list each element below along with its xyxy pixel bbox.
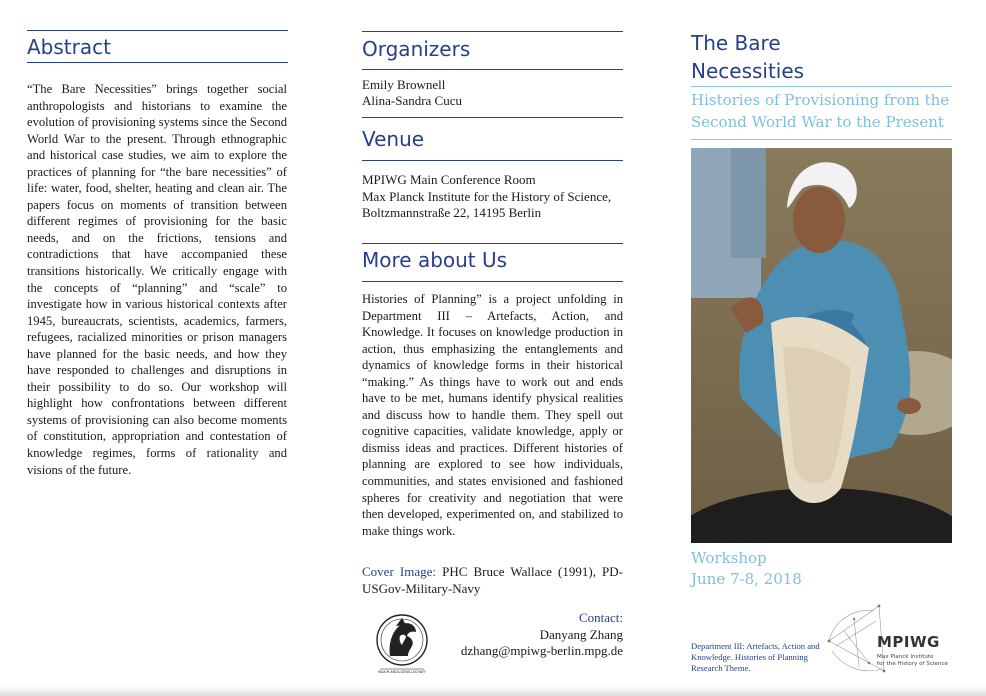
minerva-seal-icon (372, 612, 432, 674)
contact-email[interactable]: dzhang@mpiwg-berlin.mpg.de (460, 643, 623, 658)
cover-column (691, 0, 952, 696)
more-bottom-rule (362, 281, 623, 282)
contact-block (461, 610, 623, 660)
cover-label: Cover Image: (362, 564, 436, 579)
organizers-list (362, 77, 462, 109)
contact-name: Danyang Zhang (539, 626, 623, 642)
institute-sub-line: Max Planck Institute (877, 654, 934, 660)
title-line: The Bare (691, 31, 781, 55)
workshop-title (691, 29, 804, 85)
venue-top-rule (362, 117, 623, 118)
venue-line: Boltzmannstraße 22, 14195 Berlin (362, 205, 542, 220)
seal-text: MAX-PLANCK-GESELLSCHAFT (378, 670, 426, 674)
abstract-bottom-rule (27, 62, 288, 63)
institute-sub-line: for the History of Science (877, 661, 948, 667)
info-column (362, 0, 623, 696)
organizer-name: Alina-Sandra Cucu (362, 93, 463, 108)
contact-label: Contact: (578, 610, 623, 625)
venue-address (362, 172, 611, 222)
event-type: Workshop (691, 549, 767, 567)
event-info (691, 548, 802, 590)
organizers-heading: Organizers (362, 37, 471, 61)
venue-line: Max Planck Institute for the History of Science, (362, 188, 612, 204)
more-top-rule (362, 243, 623, 244)
venue-line: MPIWG Main Conference Room (362, 172, 536, 187)
abstract-top-rule (27, 30, 288, 31)
event-date: June 7-8, 2018 (691, 570, 802, 588)
title-rule (691, 86, 952, 87)
workshop-subtitle: Histories of Provisioning from the Second World War to the Present (691, 91, 950, 131)
abstract-heading: Abstract (27, 35, 111, 59)
organizers-bottom-rule (362, 69, 623, 70)
cover-credit (362, 564, 623, 597)
venue-heading: Venue (362, 127, 425, 151)
title-line: Necessities (691, 59, 805, 83)
institute-name: MPIWG (877, 633, 940, 651)
department-text: Department III: Artefacts, Action and Knowledge. Histories of Planning Research Theme. (691, 641, 820, 673)
venue-bottom-rule (362, 160, 623, 161)
page-bottom-edge (0, 686, 986, 696)
abstract-text: “The Bare Necessities” brings together social anthropologists and historians to examine the evolution of provisioning systems since the Second World War to the present. Through ethnographic and historical case studies, we aim to explore the practices of planning for “the bare necessities” of life: water, food, shelter, heating and clean air. The papers focus on moments of transition between different regimes of provisioning for the basic needs, and on the frictions, tensions and contradictions that have accompanied these transitions historically. We critically engage with the concepts of “planning” and “scale” to investigate how in various historical contexts after 1945, bureaucrats, scientists, academics, farmers, refugees, racialized minorities or prison managers have planned for the basic needs, and how they have responded to challenges and disruptions in their possibility to do so. Our workshop will highlight how confrontations between different systems of provisioning can also become moments of constitution, appropriation and contestation of knowledge regimes, forms of rationality and visions of the future. (27, 82, 287, 477)
subtitle-rule (691, 139, 952, 140)
more-about-us-text: Histories of Planning” is a project unfolding in Department III – Artefacts, Action, and Knowledge. It focuses on knowledge production in action, thus emphasizing the entanglements and dynamics of knowledge forms in their historical “making.” As things have to work out and ends have to be met, humans identify physical realities and discuss how to handle them. They spell out cognitive capacities, validate knowledge, apply or dismiss ideas and practices. Different histories of planning are explored to see how individuals, communities, and states envisioned and fashioned spheres for creativity and negotiation that were then developed, experimented on, and stabilized to make things work. (362, 292, 623, 538)
organizers-top-rule (362, 31, 623, 32)
more-about-us-heading: More about Us (362, 248, 508, 272)
cover-photo (691, 148, 952, 543)
cover-text: PHC Bruce Wallace (1991), PD-USGov-Military-Navy (362, 564, 624, 596)
institute-subtitle (877, 654, 948, 668)
organizer-name: Emily Brownell (362, 77, 446, 92)
